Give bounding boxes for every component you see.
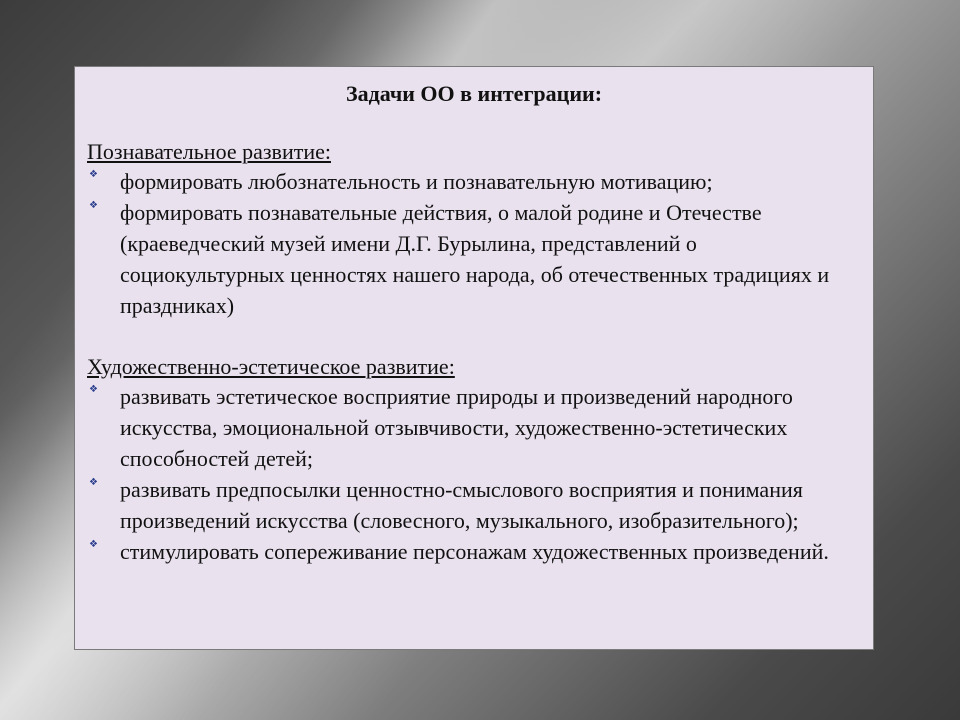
list-item (87, 381, 861, 474)
list-item (87, 536, 861, 567)
slide-title: Задачи ОО в интеграции: (345, 81, 603, 106)
content-frame (74, 66, 874, 650)
list-item (87, 166, 861, 197)
artistic-list (87, 381, 861, 567)
list-item-text: развивать предпосылки ценностно-смыслового восприятия и понимания произведений искусства (словесного, музыкального, изобразительного); (120, 477, 803, 533)
diamond-bullet-icon: ❖ (89, 539, 98, 550)
spacer (87, 321, 861, 352)
diamond-bullet-icon: ❖ (89, 169, 98, 180)
section-heading-artistic: Художественно-эстетическое развитие: (87, 354, 455, 379)
list-item-text: формировать познавательные действия, о малой родине и Отечестве (краеведческий музей имени Д.Г. Бурылина, представлений о социокультурных ценностях нашего народа, об отечественных традициях и праздниках) (120, 200, 830, 318)
list-item-text: формировать любознательность и познавательную мотивацию; (120, 169, 713, 194)
section-heading-cognitive: Познавательное развитие: (87, 139, 331, 164)
diamond-bullet-icon: ❖ (89, 384, 98, 395)
diamond-bullet-icon: ❖ (89, 200, 98, 211)
list-item (87, 197, 861, 321)
list-item-text: стимулировать сопереживание персонажам художественных произведений. (120, 539, 829, 564)
list-item-text: развивать эстетическое восприятие природы и произведений народного искусства, эмоциональной отзывчивости, художественно-эстетических способностей детей; (120, 384, 793, 471)
list-item (87, 474, 861, 536)
cognitive-list (87, 166, 861, 321)
diamond-bullet-icon: ❖ (89, 477, 98, 488)
